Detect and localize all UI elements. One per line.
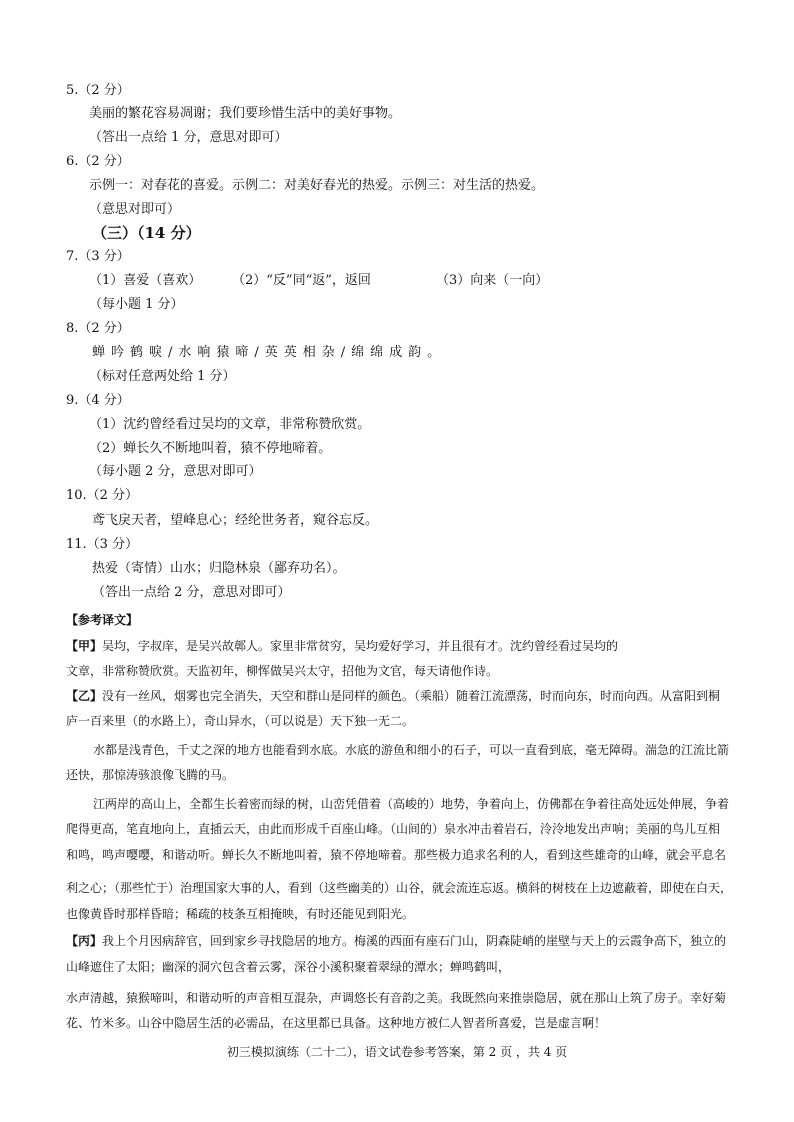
q7-answer-1: （1）喜爱（喜欢） bbox=[89, 273, 202, 288]
reference-para3-line-5: 也像黄昏时那样昏暗；稀疏的枝条互相掩映，有时还能见到阳光。 bbox=[66, 907, 415, 921]
q5-note: （答出一点给 1 分，意思对即可） bbox=[89, 130, 288, 145]
q6-answer: 示例一：对春花的喜爱。示例二：对美好春光的热爱。示例三：对生活的热爱。 bbox=[89, 178, 545, 193]
reference-bing-line-2: 山峰遮住了太阳；幽深的洞穴包含着云雾，深谷小溪积聚着翠绿的潭水；蝉鸣鹤叫， bbox=[66, 960, 511, 974]
reference-yi-text-1: 没有一丝风，烟雾也完全消失，天空和群山是同样的颜色。（乘船）随着江流漂荡，时而向东，时而向西。从富阳到桐 bbox=[102, 689, 721, 703]
reference-jia-line-2: 文章，非常称赞欣赏。天监初年，柳恽做吴兴太守，招他为文官，每天请他作诗。 bbox=[66, 664, 499, 678]
reference-bing-line-3: 水声清越，猿猴啼叫，和谐动听的声音相互混杂，声调悠长有音韵之美。我既然向来推崇隐居，就在那山上筑了房子。幸好菊 bbox=[66, 991, 727, 1005]
reference-para2-line-1: 水都是浅青色，千丈之深的地方也能看到水底。水底的游鱼和细小的石子，可以一直看到底，毫无障碍。湍急的江流比箭 bbox=[93, 743, 730, 757]
reference-jia-tag: 【甲】 bbox=[66, 639, 103, 653]
reference-bing-line-1 bbox=[66, 932, 726, 950]
q7-note: （每小题 1 分） bbox=[89, 297, 184, 312]
q9-answer-1: （1）沈约曾经看过吴均的文章，非常称赞欣赏。 bbox=[89, 417, 371, 432]
reference-para3-line-1: 江两岸的高山上，全都生长着密而绿的树，山峦凭借着（高峻的）地势，争着向上，仿佛都在争着往高处远处伸展，争着 bbox=[93, 797, 730, 811]
reference-para2-line-2: 还快，那惊涛骇浪像飞腾的马。 bbox=[66, 768, 235, 782]
q11-answer: 热爱（寄情）山水；归隐林泉（鄙弃功名）。 bbox=[92, 561, 346, 576]
q9-note: （每小题 2 分，意思对即可） bbox=[89, 464, 262, 479]
reference-jia-text-1: 吴均，字叔庠，是吴兴故鄣人。家里非常贫穷，吴均爱好学习，并且很有才。沈约曾经看过吴均的 bbox=[102, 639, 619, 653]
q8-note: （标对任意两处给 1 分） bbox=[89, 369, 236, 384]
q6-number: 6.（2 分） bbox=[66, 154, 130, 169]
reference-bing-text-1: 我上个月因病辞官，回到家乡寻找隐居的地方。梅溪的西面有座石门山，阴森陡峭的崖壁与天上的云霞争高下，独立的 bbox=[102, 934, 727, 948]
q5-number: 5.（2 分） bbox=[66, 83, 130, 98]
q10-answer: 鸢飞戾天者，望峰息心；经纶世务者，窥谷忘反。 bbox=[92, 513, 379, 528]
q8-number: 8.（2 分） bbox=[66, 321, 130, 336]
q7-answer-2: （2）“反”同“返”，返回 bbox=[232, 273, 371, 288]
reference-jia-line-1 bbox=[66, 637, 618, 655]
q9-answer-2: （2）蝉长久不断地叫着，猿不停地啼着。 bbox=[89, 441, 332, 456]
reference-heading: 【参考译文】 bbox=[66, 613, 139, 627]
page-footer: 初三模拟演练（二十二），语文试卷参考答案，第 2 页 ，共 4 页 bbox=[226, 1045, 568, 1059]
reference-para3-line-3: 和鸣，鸣声嘤嘤，和谐动听。蝉长久不断地叫着，猿不停地啼着。那些极力追求名利的人，看到这些雄奇的山峰，就会平息名 bbox=[66, 848, 727, 862]
reference-bing-line-4: 花、竹米多。山谷中隐居生活的必需品，在这里都已具备。这种地方被仁人智者所喜爱，岂是虚言啊！ bbox=[66, 1016, 607, 1030]
q11-note: （答出一点给 2 分，意思对即可） bbox=[92, 585, 291, 600]
q8-answer: 蝉吟鹤唳/水响猿啼/英英相杂/绵绵成韵。 bbox=[92, 345, 447, 360]
q9-number: 9.（4 分） bbox=[66, 393, 130, 408]
q7-number: 7.（3 分） bbox=[66, 249, 130, 264]
reference-para3-line-4: 利之心；（那些忙于）治理国家大事的人，看到（这些幽美的）山谷，就会流连忘返。横斜的树枝在上边遮蔽着，即使在白天， bbox=[66, 881, 733, 895]
reference-para3-line-2: 爬得更高，笔直地向上，直插云天，由此而形成千百座山峰。（山间的）泉水冲击着岩石，泠泠地发出声响；美丽的鸟儿互相 bbox=[66, 822, 721, 836]
q6-note: （意思对即可） bbox=[89, 202, 181, 217]
reference-yi-line-2: 庐一百来里（的水路上），奇山异水，（可以说是）天下独一无二。 bbox=[66, 714, 415, 728]
q11-number: 11.（3 分） bbox=[66, 537, 139, 552]
q7-answer-3: （3）向来（一向） bbox=[436, 273, 549, 288]
q10-number: 10.（2 分） bbox=[66, 488, 139, 503]
q5-answer: 美丽的繁花容易凋谢；我们要珍惜生活中的美好事物。 bbox=[89, 106, 402, 121]
section-heading: （三）（14 分） bbox=[92, 224, 201, 242]
reference-yi-tag: 【乙】 bbox=[66, 689, 103, 703]
reference-yi-line-1 bbox=[66, 687, 720, 705]
reference-bing-tag: 【丙】 bbox=[66, 934, 103, 948]
